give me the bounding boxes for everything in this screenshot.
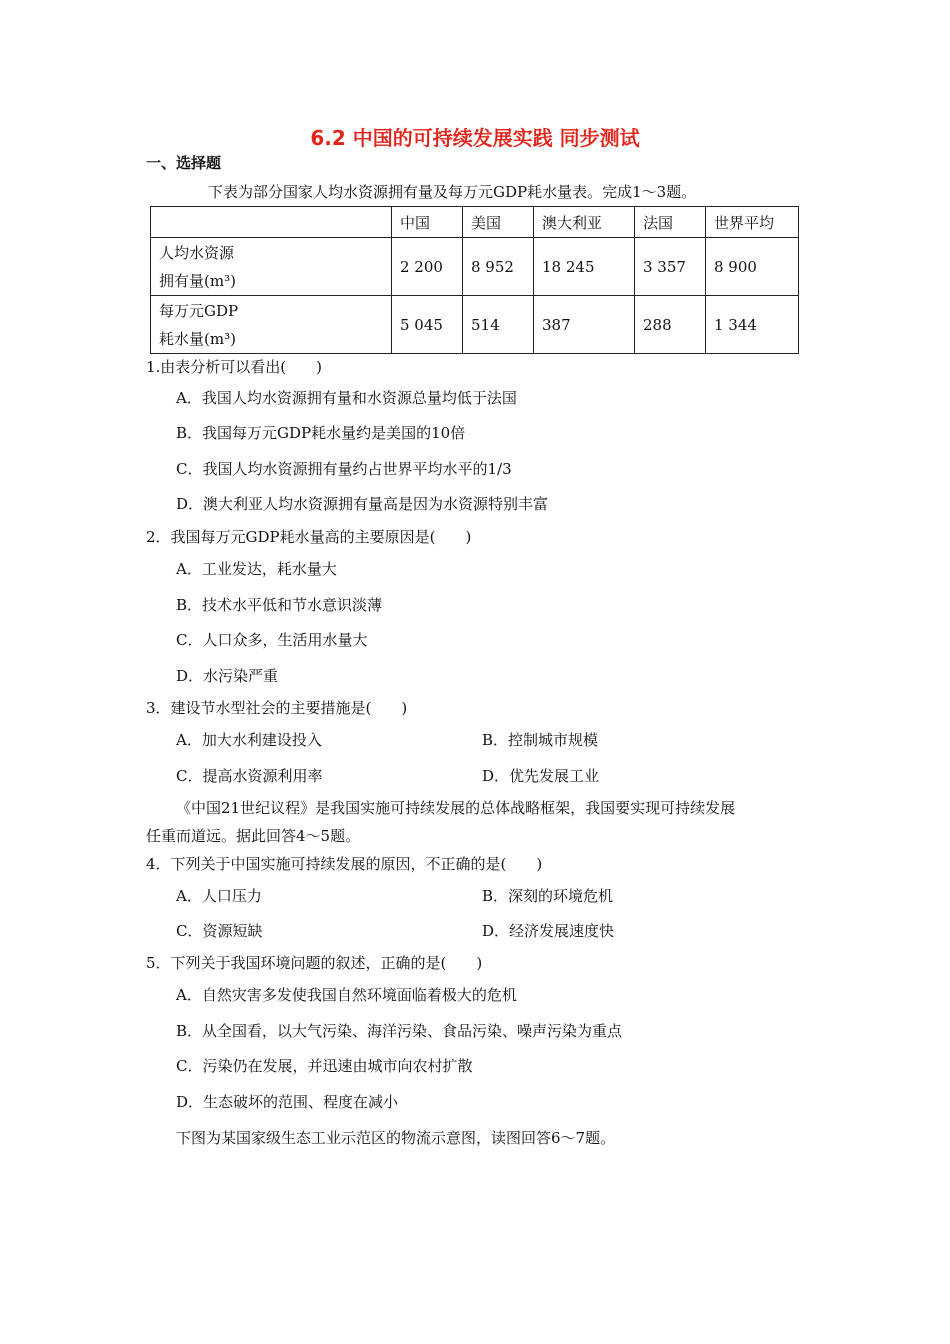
table-header-cell: 中国 — [392, 207, 463, 238]
question-2-stem: 2．我国每万元GDP耗水量高的主要原因是( ) — [146, 528, 472, 546]
table-cell: 3 357 — [635, 238, 706, 296]
q1-option-c: C．我国人均水资源拥有量约占世界平均水平的1/3 — [176, 460, 512, 478]
q1-option-b: B．我国每万元GDP耗水量约是美国的10倍 — [176, 424, 466, 442]
section-heading: 一、选择题 — [146, 154, 222, 172]
table-cell: 5 045 — [392, 296, 463, 354]
table-row — [151, 296, 799, 354]
q3-option-c: C．提高水资源利用率 — [176, 767, 323, 785]
question-3-stem: 3．建设节水型社会的主要措施是( ) — [146, 699, 408, 717]
table-cell: 18 245 — [534, 238, 635, 296]
intro-text-2-cont: 任重而道远。据此回答4～5题。 — [146, 827, 361, 845]
q1-option-d: D．澳大利亚人均水资源拥有量高是因为水资源特别丰富 — [176, 495, 549, 513]
q5-option-a: A．自然灾害多发使我国自然环境面临着极大的危机 — [176, 986, 517, 1004]
q5-option-d: D．生态破坏的范围、程度在减小 — [176, 1093, 399, 1111]
q4-option-c: C．资源短缺 — [176, 922, 263, 940]
q3-option-b: B．控制城市规模 — [482, 731, 599, 749]
q4-option-a: A．人口压力 — [176, 887, 262, 905]
q3-option-a: A．加大水利建设投入 — [176, 731, 322, 749]
q5-option-b: B．从全国看，以大气污染、海洋污染、食品污染、噪声污染为重点 — [176, 1022, 623, 1040]
water-resource-table — [150, 206, 799, 354]
row-label: 每万元GDP 耗水量(m³) — [151, 296, 392, 354]
question-4-stem: 4．下列关于中国实施可持续发展的原因，不正确的是( ) — [146, 855, 543, 873]
table-cell: 387 — [534, 296, 635, 354]
q5-option-c: C．污染仍在发展，并迅速由城市向农村扩散 — [176, 1057, 473, 1075]
q2-option-b: B．技术水平低和节水意识淡薄 — [176, 596, 383, 614]
table-header-cell: 澳大利亚 — [534, 207, 635, 238]
page-title: 6.2 中国的可持续发展实践 同步测试 — [310, 126, 640, 150]
table-header-cell: 法国 — [635, 207, 706, 238]
intro-text-3: 下图为某国家级生态工业示范区的物流示意图，读图回答6～7题。 — [176, 1129, 616, 1147]
table-header-cell: 世界平均 — [706, 207, 799, 238]
table-cell: 514 — [463, 296, 534, 354]
table-header-cell — [151, 207, 392, 238]
q1-option-a: A．我国人均水资源拥有量和水资源总量均低于法国 — [176, 389, 517, 407]
row-label: 人均水资源 拥有量(m³) — [151, 238, 392, 296]
intro-text-1: 下表为部分国家人均水资源拥有量及每万元GDP耗水量表。完成1～3题。 — [208, 183, 697, 201]
table-header-cell: 美国 — [463, 207, 534, 238]
table-cell: 288 — [635, 296, 706, 354]
intro-text-2: 《中国21世纪议程》是我国实施可持续发展的总体战略框架，我国要实现可持续发展 — [176, 799, 736, 817]
q4-option-d: D．经济发展速度快 — [482, 922, 615, 940]
table-cell: 1 344 — [706, 296, 799, 354]
q4-option-b: B．深刻的环境危机 — [482, 887, 614, 905]
table-cell: 8 952 — [463, 238, 534, 296]
table-cell: 2 200 — [392, 238, 463, 296]
table-cell: 8 900 — [706, 238, 799, 296]
q2-option-d: D．水污染严重 — [176, 667, 279, 685]
question-1-stem: 1.由表分析可以看出( ) — [146, 358, 323, 376]
q3-option-d: D．优先发展工业 — [482, 767, 600, 785]
question-5-stem: 5．下列关于我国环境问题的叙述，正确的是( ) — [146, 954, 483, 972]
q2-option-c: C．人口众多，生活用水量大 — [176, 631, 368, 649]
q2-option-a: A．工业发达，耗水量大 — [176, 560, 337, 578]
table-row — [151, 238, 799, 296]
